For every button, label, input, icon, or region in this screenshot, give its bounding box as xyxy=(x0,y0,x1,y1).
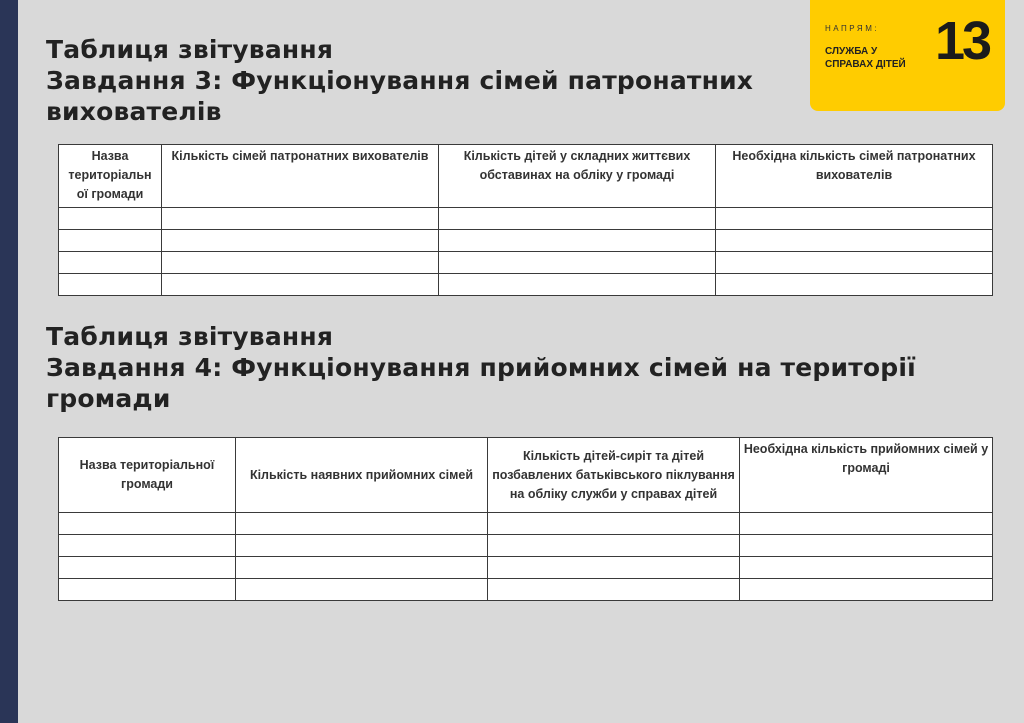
table-cell[interactable] xyxy=(716,274,993,296)
table-cell[interactable] xyxy=(162,230,439,252)
table-row xyxy=(59,513,993,535)
column-header: Кількість дітей-сиріт та дітей позбавлених батьківського піклування на обліку служби у справах дітей xyxy=(488,438,740,513)
table-cell[interactable] xyxy=(488,579,740,601)
badge-label-line2: СПРАВАХ ДІТЕЙ xyxy=(825,59,906,70)
table-cell[interactable] xyxy=(59,535,236,557)
table-cell[interactable] xyxy=(716,230,993,252)
table-cell[interactable] xyxy=(59,513,236,535)
table-cell[interactable] xyxy=(236,557,488,579)
table-cell[interactable] xyxy=(236,535,488,557)
table-header-row xyxy=(59,438,993,513)
table-cell[interactable] xyxy=(59,274,162,296)
table-cell[interactable] xyxy=(439,252,716,274)
table-cell[interactable] xyxy=(740,535,993,557)
table-cell[interactable] xyxy=(740,557,993,579)
table-cell[interactable] xyxy=(162,252,439,274)
table-cell[interactable] xyxy=(236,513,488,535)
table4-title-line2: Завдання 4: Функціонування прийомних сімей на території xyxy=(46,353,916,382)
column-header: Кількість сімей патронатних вихователів xyxy=(162,145,439,208)
column-header: Назва територіальн ої громади xyxy=(59,145,162,208)
column-header: Необхідна кількість прийомних сімей у громаді xyxy=(740,438,993,513)
column-header: Назва територіальної громади xyxy=(59,438,236,513)
table-cell[interactable] xyxy=(488,535,740,557)
table-cell[interactable] xyxy=(162,274,439,296)
table3-title-line3: вихователів xyxy=(46,97,222,126)
badge-label xyxy=(825,45,935,71)
table-row xyxy=(59,557,993,579)
table3-title-line2: Завдання 3: Функціонування сімей патронатних xyxy=(46,66,754,95)
table-cell[interactable] xyxy=(740,579,993,601)
badge-number: 13 xyxy=(935,11,990,71)
column-header: Кількість дітей у складних життєвих обставинах на обліку у громаді xyxy=(439,145,716,208)
table-row xyxy=(59,535,993,557)
table3-title-line1: Таблиця звітування xyxy=(46,35,334,64)
table-cell[interactable] xyxy=(59,252,162,274)
table-cell[interactable] xyxy=(59,208,162,230)
table-cell[interactable] xyxy=(59,557,236,579)
table4-title xyxy=(46,321,916,414)
table-row xyxy=(59,208,993,230)
table-cell[interactable] xyxy=(488,513,740,535)
table4-title-line3: громади xyxy=(46,384,171,413)
column-header: Кількість наявних прийомних сімей xyxy=(236,438,488,513)
table-cell[interactable] xyxy=(488,557,740,579)
table-cell[interactable] xyxy=(162,208,439,230)
table-cell[interactable] xyxy=(439,274,716,296)
table4-title-line1: Таблиця звітування xyxy=(46,322,334,351)
table-row xyxy=(59,252,993,274)
table-cell[interactable] xyxy=(740,513,993,535)
table-cell[interactable] xyxy=(59,230,162,252)
section-badge xyxy=(810,0,1005,111)
table-header-row xyxy=(59,145,993,208)
table-row xyxy=(59,230,993,252)
table-row xyxy=(59,579,993,601)
report-table-task3 xyxy=(58,144,993,296)
table-row xyxy=(59,274,993,296)
table-cell[interactable] xyxy=(439,230,716,252)
left-accent-bar xyxy=(0,0,18,723)
report-table-task4 xyxy=(58,437,993,601)
table-cell[interactable] xyxy=(236,579,488,601)
table-cell[interactable] xyxy=(716,252,993,274)
table-cell[interactable] xyxy=(59,579,236,601)
badge-kicker: НАПРЯМ: xyxy=(825,24,880,33)
table-cell[interactable] xyxy=(716,208,993,230)
table3-title xyxy=(46,34,753,127)
table-cell[interactable] xyxy=(439,208,716,230)
badge-label-line1: СЛУЖБА У xyxy=(825,46,878,57)
column-header: Необхідна кількість сімей патронатних вихователів xyxy=(716,145,993,208)
